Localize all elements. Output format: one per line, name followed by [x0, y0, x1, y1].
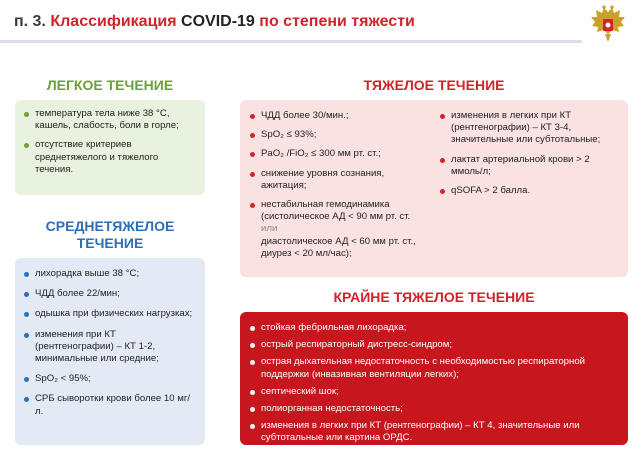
severe-list-column-2: [440, 110, 622, 204]
mild-list: [24, 108, 197, 176]
moderate-heading: [15, 218, 205, 252]
list-item: лактат артериальной крови > 2 ммоль/л;: [440, 154, 622, 178]
list-item: изменения при КТ (рентгенографии) – КТ 1-2, минимальные или средние;: [24, 329, 197, 366]
coat-of-arms-icon: [586, 4, 630, 48]
moderate-heading-line-2: ТЕЧЕНИЕ: [76, 235, 144, 251]
hemodynamics-line-1: нестабильная гемодинамика (систолическое АД < 90 мм рт. ст.: [261, 199, 411, 223]
list-item: отсутствие критериев среднетяжелого и тяжелого течения.: [24, 139, 197, 176]
header: [0, 0, 640, 50]
mild-box: [15, 100, 205, 195]
list-item: острая дыхательная недостаточность с необходимостью респираторной поддержки (инвазивная вентиляции легких);: [250, 356, 622, 380]
page-title: [14, 12, 415, 32]
hemodynamics-or: или: [261, 223, 278, 235]
list-item: qSOFA > 2 балла.: [440, 185, 622, 197]
list-item-hemodynamics: [250, 199, 432, 260]
list-item: PaO₂ /FiO₂ ≤ 300 мм рт. ст.;: [250, 148, 432, 160]
list-item: ЧДД более 30/мин.;: [250, 110, 432, 122]
list-item: лихорадка выше 38 °С;: [24, 268, 197, 280]
section-number: п. 3.: [14, 13, 46, 30]
title-part-3: по степени тяжести: [259, 13, 415, 30]
list-item: септический шок;: [250, 386, 622, 398]
list-item: снижение уровня сознания, ажитация;: [250, 168, 432, 192]
critical-list: [250, 322, 622, 445]
hemodynamics-line-2: диастолическое АД < 60 мм рт. ст., диурез < 20 мл/час);: [261, 235, 416, 259]
moderate-heading-line-1: СРЕДНЕТЯЖЕЛОЕ: [45, 218, 175, 234]
list-item: изменения в легких при КТ (рентгенографии) – КТ 3-4, значительные или субтотальные;: [440, 110, 622, 147]
list-item: изменения в легких при КТ (рентгенографии) – КТ 4, значительные или субтотальные или картина ОРДС.: [250, 420, 622, 444]
mild-heading: ЛЕГКОЕ ТЕЧЕНИЕ: [46, 77, 174, 93]
list-item: ЧДД более 22/мин;: [24, 288, 197, 300]
list-item: SpO₂ < 95%;: [24, 373, 197, 385]
list-item: SpO₂ ≤ 93%;: [250, 129, 432, 141]
list-item: острый респираторный дистресс-синдром;: [250, 339, 622, 351]
list-item: стойкая фебрильная лихорадка;: [250, 322, 622, 334]
list-item: одышка при физических нагрузках;: [24, 308, 197, 320]
list-item: полиорганная недостаточность;: [250, 403, 622, 415]
moderate-list: [24, 268, 197, 418]
critical-heading: КРАЙНЕ ТЯЖЕЛОЕ ТЕЧЕНИЕ: [333, 289, 535, 305]
title-divider: [0, 40, 582, 43]
list-item: СРБ сыворотки крови более 10 мг/л.: [24, 393, 197, 417]
severe-heading: ТЯЖЕЛОЕ ТЕЧЕНИЕ: [363, 77, 505, 93]
title-part-1: Классификация: [50, 13, 177, 30]
severe-box: [240, 100, 628, 277]
list-item: температура тела ниже 38 °С, кашель, слабость, боли в горле;: [24, 108, 197, 132]
critical-box: [240, 312, 628, 445]
title-part-2: COVID-19: [181, 13, 255, 30]
moderate-box: [15, 258, 205, 445]
severe-list-column-1: [250, 110, 432, 267]
